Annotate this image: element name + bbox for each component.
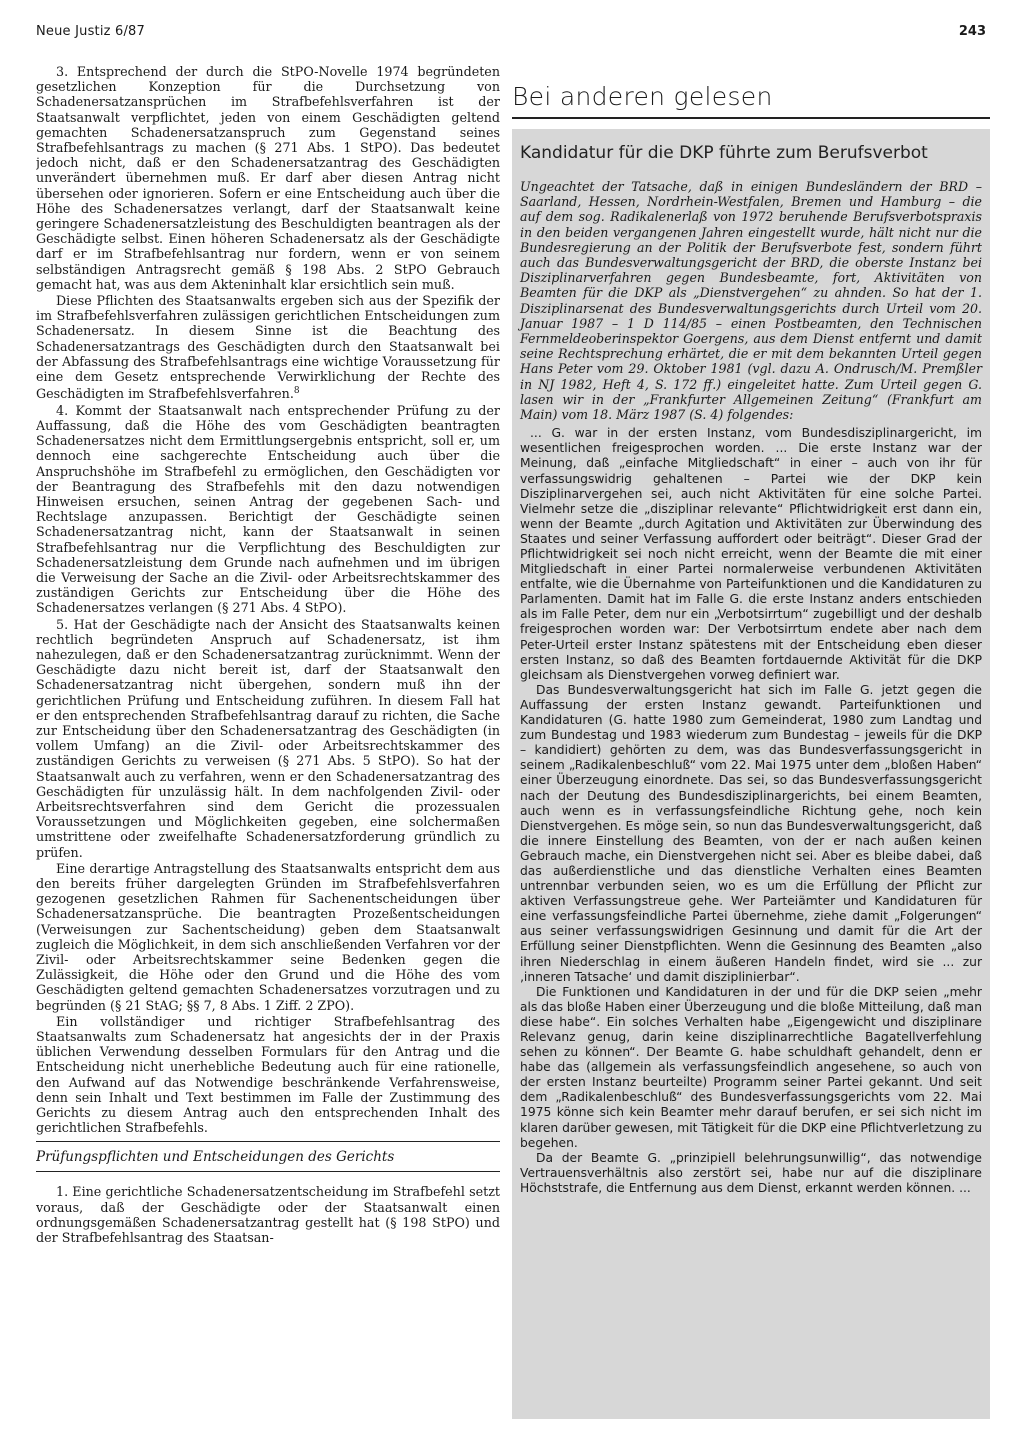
paragraph-application: Eine derartige Antragstellung des Staatsanwalts entspricht dem aus den bereits früher dargelegten Gründen im Strafbefehlsverfahren gezogenen gesetzlichen Rahmen für Sachenentscheidungen über Schadenersatzansprüche. Die beantragten Prozeßentscheidungen (Verweisungen zur Sachentscheidung) geben dem Staatsanwalt zugleich die Möglichkeit, in dem sich anschließenden Verfahren vor der Zivil- oder Arbeitsrechtskammer seine Bedenken gegen die Zulässigkeit, die Höhe oder den Grund und die Höhe des vom Geschädigten geltend gemachten Schadenersatzes vorzutragen und zu begründen (§ 21 StAG; §§ 7, 8 Abs. 1 Ziff. 2 ZPO). xyxy=(36,860,500,1013)
quote-paragraph-2: Das Bundesverwaltungsgericht hat sich im Falle G. jetzt gegen die Auffassung der ersten Instanz gewandt. Parteifunktionen und Kandidaturen (G. hatte 1980 zum Gemeinderat, 1980 zum Landtag und zum Bundestag und 1983 wiederum zum Bundestag – jeweils für die DKP – kandidiert) gehörten zu dem, was das Bundesverfassungsgericht in seinem „Radikalenbeschluß“ vom 22. Mai 1975 unter dem „bloßen Haben“ einer Überzeugung einordnete. Das sei, so das Bundesverfassungsgericht nach der Deutung des Bundesdisziplinargerichts, bei einem Beamten, auch wenn es in verfassungsfeindliche Richtung gehe, noch kein Dienstvergehen. Es möge sein, so nun das Bundesverwaltungsgericht, daß die innere Einstellung des Beamten, von der er nach außen keinen Gebrauch mache, ein Dienstvergehen nicht sei. Aber es bleibe dabei, daß das außerdienstliche und das dienstliche Verhalten eines Beamten untrennbar verbunden seien, wo es um die Erfüllung der Pflicht zur aktiven Verfassungstreue gehe. Wer Parteiämter und Kandidaturen für eine verfassungsfeindliche Partei übernehme, ziehe damit „Folgerungen“ aus seiner verfassungswidrigen Gesinnung und damit für die Art der Erfüllung seiner Dienstpflichten. Wenn die Gesinnung des Beamten „also ihren Niederschlag in einem äußeren Handeln findet, wird sie ... zur ‚inneren Tatsache‘ und damit disziplinierbar“. xyxy=(520,682,982,984)
quoted-article-box xyxy=(512,129,990,1419)
paragraph-complete-application: Ein vollständiger und richtiger Strafbefehlsantrag des Staatsanwalts zum Schadenersatz hat angesichts der in der Praxis üblichen Verwendung desselben Formulars für den Antrag und die Entscheidung nicht unerhebliche Bedeutung auch für eine rationelle, den Aufwand auf das Notwendige beschränkende Verfahrensweise, denn sein Inhalt und Text bestimmen im Falle der Zustimmung des Gerichts zu diesem Antrag auch den entsprechenden Inhalt des gerichtlichen Strafbefehls. xyxy=(36,1013,500,1136)
rubric-title: Bei anderen gelesen xyxy=(512,64,990,119)
section-heading: Prüfungspflichten und Entscheidungen des Gerichts xyxy=(36,1141,500,1172)
article-title: Kandidatur für die DKP führte zum Berufsverbot xyxy=(520,143,928,163)
paragraph-4: 4. Kommt der Staatsanwalt nach entsprechender Prüfung zu der Auffassung, daß die Höhe des vom Geschädigten beantragten Schadenersatzes nicht dem Ermittlungsergebnis entspricht, soll er, um dennoch eine sachgerechte Entscheidung auch über die Anspruchshöhe im Strafbefehl zu ermöglichen, den Geschädigten vor der Beantragung des Strafbefehls mit den dazu notwendigen Hinweisen ersuchen, seinen Antrag der gegebenen Sach- und Rechtslage anzupassen. Berichtigt der Geschädigte seinen Schadenersatzantrag nicht, kann der Staatsanwalt in seinen Strafbefehlsantrag nur die Verpflichtung des Beschuldigten zur Schadenersatzleistung dem Grunde nach aufnehmen und im übrigen die Verweisung der Sache an die Zivil- oder Arbeitsrechtskammer des zuständigen Gerichts zur Entscheidung über die Höhe des Schadenersatzes verlangen (§ 271 Abs. 4 StPO). xyxy=(36,402,500,616)
quote-paragraph-3: Die Funktionen und Kandidaturen in der und für die DKP seien „mehr als das bloße Haben einer Überzeugung und die bloße Mitteilung, daß man diese habe“. Ein solches Verhalten habe „Eigengewicht und disziplinare Relevanz genug, darin keine disziplinarrechtliche Bagatellverfehlung sehen zu können“. Der Beamte G. habe schuldhaft gehandelt, denn er habe das (allgemein als verfassungsfeindlich angesehene, so auch von der ersten Instanz beurteilte) Programm seiner Partei gekannt. Und seit dem „Radikalenbeschluß“ des Bundesverfassungsgerichts vom 22. Mai 1975 könne sich kein Beamter mehr darauf berufen, er sei sich nicht im klaren darüber gewesen, mit Tätigkeit für die DKP eine Pflichtverletzung zu begehen. xyxy=(520,984,982,1150)
section-paragraph-1: 1. Eine gerichtliche Schadenersatzentscheidung im Strafbefehl setzt voraus, daß der Geschädigte oder der Staatsanwalt einen ordnungsgemäßen Schadenersatzantrag gestellt hat (§ 198 StPO) und der Strafbefehlsantrag des Staatsan- xyxy=(36,1184,500,1246)
left-column xyxy=(36,64,500,1444)
quote-paragraph-1: ... G. war in der ersten Instanz, vom Bundesdisziplinargericht, im wesentlichen freigesprochen worden. ... Die erste Instanz war der Meinung, daß „einfache Mitgliedschaft“ in einer – auch von ihr für verfassungswidrig gehaltenen – Partei wie der DKP kein Disziplinarvergehen sei, auch nicht Aktivitäten für eine solche Partei. Vielmehr setze die „disziplinar relevante“ Pflichtwidrigkeit erst dann ein, wenn der Beamte „durch Agitation und Aktivitäten zur Überwindung des Staates und seiner Verfassung auffordert oder beiträgt“. Dieser Grad der Pflichtwidrigkeit sei noch nicht erreicht, wenn der Beamte die mit einer Mitgliedschaft in einer Partei normalerweise verbundenen Aktivitäten entfalte, wie die Übernahme von Parteifunktionen und die Kandidaturen zu Parlamenten. Damit hat im Falle G. die erste Instanz anders entschieden als im Falle Peter, dem nur ein „Verbotsirrtum“ zugebilligt und der deshalb freigesprochen worden war: Der Verbotsirrtum endete aber nach dem Peter-Urteil erster Instanz spätestens mit der Entscheidung eben dieser ersten Instanz, so daß des Beamten fortdauernde Aktivität für die DKP gleichsam als Dienstvergehen vorweg definiert war. xyxy=(520,426,982,682)
article-intro: Ungeachtet der Tatsache, daß in einigen Bundesländern der BRD – Saarland, Hessen, Nordrhein-Westfalen, Bremen und Hamburg – die auf dem sog. Radikalenerlaß von 1972 beruhende Berufsverbotspraxis in den beiden vergangenen Jahren eingestellt wurde, hält nicht nur die Bundesregierung an der Politik der Berufsverbote fest, sondern führt auch das Bundesverwaltungsgericht der BRD, die oberste Instanz bei Disziplinarverfahren gegen Bundesbeamte, fort, Aktivitäten von Beamten für die DKP als „Dienstvergehen“ zu ahnden. So hat der 1. Disziplinarsenat des Bundesverwaltungsgerichts durch Urteil vom 20. Januar 1987 – 1 D 114/85 – einen Postbeamten, den Technischen Fernmeldeoberinspektor Goergens, aus dem Dienst entfernt und damit seine Rechtsprechung erhärtet, die er mit dem bekannten Urteil gegen Hans Peter vom 29. Oktober 1981 (vgl. dazu A. Ondrusch/M. Premßler in NJ 1982, Heft 4, S. 172 ff.) eingeleitet hatte. Zum Urteil gegen G. lasen wir in der „Frankfurter Allgemeinen Zeitung“ (Frankfurt am Main) vom 18. März 1987 (S. 4) folgendes: xyxy=(520,179,982,423)
page-number: 243 xyxy=(958,24,986,39)
journal-title: Neue Justiz 6/87 xyxy=(36,24,145,39)
paragraph-5: 5. Hat der Geschädigte nach der Ansicht des Staatsanwalts keinen rechtlich begründeten Anspruch auf Schadenersatz, ist ihm nahezulegen, daß er den Schadenersatzantrag zurücknimmt. Wenn der Geschädigte dazu nicht bereit ist, darf der Staatsanwalt den Schadenersatzantrag nicht übergehen, sondern muß ihn der gerichtlichen Prüfung und Entscheidung zuführen. In diesem Fall hat er den entsprechenden Strafbefehlsantrag darauf zu richten, die Sache zur Entscheidung über den Schadenersatzantrag des Geschädigten (in vollem Umfang) an die Zivil- oder Arbeitsrechtskammer des zuständigen Gerichts zu verweisen (§ 271 Abs. 5 StPO). So hat der Staatsanwalt auch zu verfahren, wenn er den Schadenersatzantrag des Geschädigten für unzulässig hält. In dem nachfolgenden Zivil- oder Arbeitsrechtsverfahren sind dem Gericht die prozessualen Voraussetzungen und Möglichkeiten gegeben, eine solchermaßen umstrittene oder zweifelhafte Schadenersatzforderung gründlich zu prüfen. xyxy=(36,616,500,860)
page-header xyxy=(36,20,986,44)
paragraph-duties-text: Diese Pflichten des Staatsanwalts ergeben sich aus der Spezifik der im Strafbefehlsverfahren zulässigen gerichtlichen Entscheidungen zum Schadenersatz. In diesem Sinne ist die Beachtung des Schadenersatzantrags des Geschädigten durch den Staatsanwalt bei der Abfassung des Strafbefehlsantrags eine wichtige Voraussetzung für eine dem Gesetz entsprechende Verwirklichung der Rechte des Geschädigten im Strafbefehlsverfahren. xyxy=(36,293,500,402)
quote-paragraph-4: Da der Beamte G. „prinzipiell belehrungsunwillig“, das notwendige Vertrauensverhältnis also zerstört sei, habe nur auf die disziplinare Höchststrafe, die Entfernung aus dem Dienst, erkannt werden können. ... xyxy=(520,1150,982,1195)
footnote-mark: 8 xyxy=(293,386,300,397)
paragraph-3: 3. Entsprechend der durch die StPO-Novelle 1974 begründeten gesetzlichen Konzeption für die Durchsetzung von Schadenersatzansprüchen im Strafbefehlsverfahren ist der Staatsanwalt verpflichtet, jeden von einem Geschädigten geltend gemachten Schadenersatzanspruch zum Gegenstand seines Strafbefehlsantrags zu machen (§ 271 Abs. 1 StPO). Das bedeutet jedoch nicht, daß er den Schadenersatzantrag des Geschädigten unverändert übernehmen muß. Er darf aber diesen Antrag nicht übersehen oder ignorieren. Sofern er eine Entscheidung auch über die Höhe des Schadenersatzes verlangt, darf der Staatsanwalt keine geringere Schadenersatzleistung des Beschuldigten beantragen als der Geschädigte selbst. Einen höheren Schadenersatz als der Geschädigte darf er im Strafbefehlsantrag nur fordern, wenn er von seinem selbständigen Antragsrecht gemäß § 198 Abs. 2 StPO Gebrauch gemacht hat, was aus dem Akteninhalt klar ersichtlich sein muß. xyxy=(36,64,500,292)
paragraph-duties xyxy=(36,293,500,402)
right-column xyxy=(512,64,990,1444)
